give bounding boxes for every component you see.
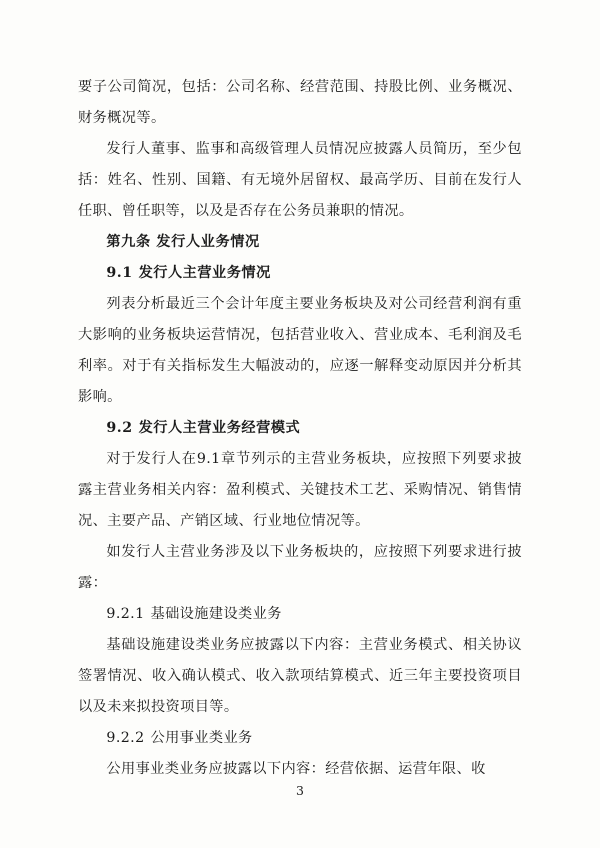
heading-9-2	[78, 413, 522, 444]
heading-9-2-label: 发行人主营业务经营模式	[138, 420, 301, 436]
paragraph-9-2-2-body: 公用事业类业务应披露以下内容：经营依据、运营年限、收	[106, 761, 486, 777]
paragraph-continuation: 要子公司简况，包括：公司名称、经营范围、持股比例、业务概况、财务概况等。	[78, 79, 522, 126]
paragraph-9-2-1-body: 基础设施建设类业务应披露以下内容：主营业务模式、相关协议签署情况、收入确认模式、收入款项结算模式、近三年主要投资项目以及未来拟投资项目等。	[78, 637, 522, 715]
heading-9-2-2-label: 公用事业类业务	[150, 730, 253, 746]
heading-9-2-1-label: 基础设施建设类业务	[150, 606, 282, 622]
heading-9-1-number: 9.1	[106, 265, 133, 281]
heading-9-2-number: 9.2	[106, 420, 133, 436]
heading-9-2-2-number: 9.2.2	[106, 730, 145, 746]
heading-9-1-label: 发行人主营业务情况	[138, 265, 271, 281]
heading-9-1	[78, 258, 522, 289]
paragraph-9-2-body-2: 如发行人主营业务涉及以下业务板块的，应按照下列要求进行披露：	[78, 544, 522, 591]
paragraph-9-2-body-1: 对于发行人在9.1章节列示的主营业务板块，应按照下列要求披露主营业务相关内容：盈利模式、关键技术工艺、采购情况、销售情况、主要产品、产销区域、行业地位情况等。	[78, 451, 522, 529]
document-body	[78, 72, 522, 785]
heading-9-2-1	[78, 599, 522, 630]
paragraph-9-1-body: 列表分析最近三个会计年度主要业务板块及对公司经营利润有重大影响的业务板块运营情况，包括营业收入、营业成本、毛利润及毛利率。对于有关指标发生大幅波动的，应逐一解释变动原因并分析其影响。	[78, 296, 522, 405]
heading-9-2-2	[78, 723, 522, 754]
paragraph-directors-info: 发行人董事、监事和高级管理人员情况应披露人员简历，至少包括：姓名、性别、国籍、有无境外居留权、最高学历、目前在发行人任职、曾任职等，以及是否存在公务员兼职的情况。	[78, 141, 522, 219]
heading-9-2-1-number: 9.2.1	[106, 606, 145, 622]
heading-article-nine: 第九条 发行人业务情况	[106, 234, 260, 250]
page-number: 3	[296, 783, 304, 798]
